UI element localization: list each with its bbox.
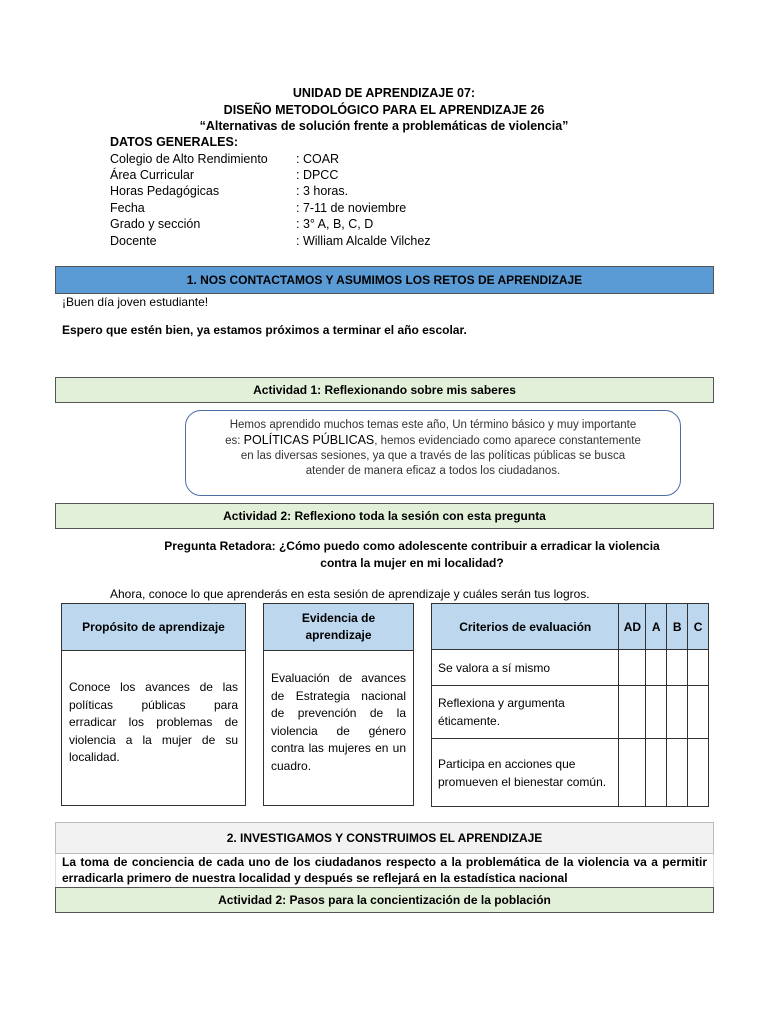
policies-term: POLÍTICAS PÚBLICAS <box>243 433 375 447</box>
session-intro: Ahora, conoce lo que aprenderás en esta sesión de aprendizaje y cuáles serán tus logros. <box>110 587 590 601</box>
activity2-header: Actividad 2: Reflexiono toda la sesión con esta pregunta <box>55 503 714 529</box>
level-b: B <box>667 604 688 650</box>
evidence-header: Evidencia de aprendizaje <box>264 604 413 651</box>
level-ad: AD <box>619 604 646 650</box>
reflection-bubble <box>185 410 681 496</box>
section2-header: 2. INVESTIGAMOS Y CONSTRUIMOS EL APRENDIZAJE <box>55 822 714 854</box>
score-cell[interactable] <box>688 650 709 686</box>
score-cell[interactable] <box>688 686 709 739</box>
evidence-text: Evaluación de avances de Estrategia nacional de prevención de la violencia de género contra las mujeres en un cuadro. <box>271 671 406 773</box>
criteria-row <box>432 650 709 686</box>
activity2b-header: Actividad 2: Pasos para la concientización de la población <box>55 887 714 913</box>
general-label-teacher: Docente <box>110 234 157 248</box>
score-cell[interactable] <box>688 739 709 807</box>
general-value-hours: : 3 horas. <box>296 184 349 198</box>
criteria-row <box>432 739 709 807</box>
level-a: A <box>646 604 667 650</box>
score-cell[interactable] <box>667 650 688 686</box>
score-cell[interactable] <box>646 650 667 686</box>
evidence-box <box>263 603 414 806</box>
criteria-header-row <box>432 604 709 650</box>
bubble-line-1: Hemos aprendido muchos temas este año, Un término básico y muy importante <box>229 419 637 431</box>
general-label-school: Colegio de Alto Rendimiento <box>110 152 268 166</box>
challenge-question <box>157 538 667 572</box>
question-label: Pregunta Retadora: <box>164 539 276 553</box>
unit-title: UNIDAD DE APRENDIZAJE 07: <box>292 86 476 100</box>
general-value-school: : COAR <box>296 152 340 166</box>
general-data-title: DATOS GENERALES: <box>110 135 239 149</box>
criterion-text: Reflexiona y argumenta éticamente. <box>432 686 619 739</box>
activity1-header: Actividad 1: Reflexionando sobre mis saberes <box>55 377 714 403</box>
criterion-text: Se valora a sí mismo <box>432 650 619 686</box>
purpose-text: Conoce los avances de las políticas públicas para erradicar los problemas de violencia a la mujer de su localidad. <box>69 680 238 764</box>
bubble-line-4: atender de manera eficaz a todos los ciudadanos. <box>305 465 561 477</box>
criterion-text: Participa en acciones que promueven el bienestar común. <box>432 739 619 807</box>
bubble-line-2-suffix: , hemos evidenciado como aparece constantemente <box>374 435 641 447</box>
purpose-box <box>61 603 246 806</box>
session-subtitle: “Alternativas de solución frente a problemáticas de violencia” <box>199 119 569 133</box>
question-line-1: ¿Cómo puedo como adolescente contribuir a erradicar la violencia <box>278 539 660 553</box>
general-value-teacher: : William Alcalde Vilchez <box>296 234 431 248</box>
bubble-line-2-prefix: es: <box>225 435 244 447</box>
score-cell[interactable] <box>619 739 646 807</box>
general-value-grade: : 3° A, B, C, D <box>296 217 374 231</box>
score-cell[interactable] <box>619 650 646 686</box>
welcome-message: Espero que estén bien, ya estamos próximos a terminar el año escolar. <box>62 323 467 337</box>
greeting-text: ¡Buen día joven estudiante! <box>62 295 209 309</box>
score-cell[interactable] <box>646 686 667 739</box>
score-cell[interactable] <box>667 686 688 739</box>
general-label-hours: Horas Pedagógicas <box>110 184 220 198</box>
general-value-area: : DPCC <box>296 168 339 182</box>
score-cell[interactable] <box>667 739 688 807</box>
criteria-row <box>432 686 709 739</box>
score-cell[interactable] <box>619 686 646 739</box>
general-value-date: : 7-11 de noviembre <box>296 201 407 215</box>
purpose-header: Propósito de aprendizaje <box>62 604 245 651</box>
general-label-grade: Grado y sección <box>110 217 201 231</box>
general-label-area: Área Curricular <box>110 168 195 182</box>
score-cell[interactable] <box>646 739 667 807</box>
design-title: DISEÑO METODOLÓGICO PARA EL APRENDIZAJE 26 <box>223 103 545 117</box>
section1-header: 1. NOS CONTACTAMOS Y ASUMIMOS LOS RETOS DE APRENDIZAJE <box>55 266 714 294</box>
criteria-header: Criterios de evaluación <box>432 604 619 650</box>
bubble-line-2 <box>204 433 662 449</box>
general-label-date: Fecha <box>110 201 145 215</box>
question-line-2: contra la mujer en mi localidad? <box>320 556 504 570</box>
level-c: C <box>688 604 709 650</box>
bubble-line-3: en las diversas sesiones, ya que a través de las políticas públicas se busca <box>240 450 626 462</box>
criteria-table <box>431 603 709 807</box>
section2-text: La toma de conciencia de cada uno de los ciudadanos respecto a la problemática de la violencia va a permitir erradicarla primero de nuestra localidad y después se reflejará en la estadística nacional <box>55 854 714 888</box>
